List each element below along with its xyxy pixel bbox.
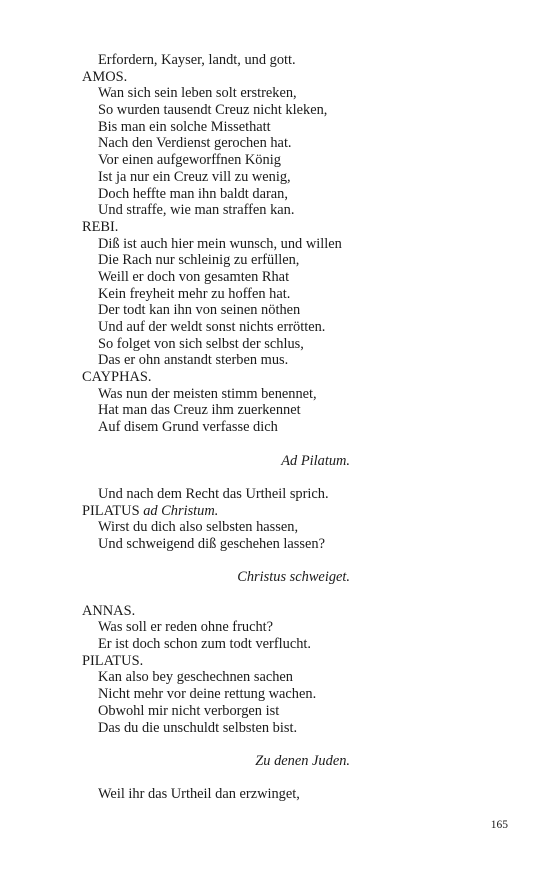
page-number: 165 xyxy=(490,819,508,831)
verse-line: Und schweigend diß geschehen lassen? xyxy=(98,535,325,552)
verse-line: Wirst du dich also selbsten hassen, xyxy=(98,519,299,536)
verse-line: Was soll er reden ohne frucht? xyxy=(98,619,274,636)
blank-line xyxy=(82,736,522,753)
verse-line: Der todt kan ihn von seinen nöthen xyxy=(98,302,301,319)
blank-line xyxy=(82,436,522,453)
verse-line: Erfordern, Kayser, landt, und gott. xyxy=(98,52,296,68)
speaker-with-direction xyxy=(82,503,522,520)
verse-line: Wan sich sein leben solt erstreken, xyxy=(98,85,297,102)
verse-line: Doch heffte man ihn baldt daran, xyxy=(98,185,288,202)
speaker-name: PILATUS xyxy=(82,502,140,519)
verse-line: Er ist doch schon zum todt verflucht. xyxy=(98,636,312,653)
verse-line: Obwohl mir nicht verborgen ist xyxy=(98,702,280,719)
verse-line: Nach den Verdienst gerochen hat. xyxy=(98,135,292,152)
stage-direction-inline: ad Christum. xyxy=(143,502,219,519)
speaker-name: CAYPHAS. xyxy=(82,369,152,386)
blank-line xyxy=(82,770,522,787)
verse-line: Ist ja nur ein Creuz vill zu wenig, xyxy=(98,168,291,185)
drama-text xyxy=(82,52,522,803)
speaker-name: ANNAS. xyxy=(82,602,136,619)
verse-line: Das er ohn anstandt sterben mus. xyxy=(98,352,289,369)
verse-line: Weil ihr das Urtheil dan erzwinget, xyxy=(98,786,300,803)
speaker-name: REBI. xyxy=(82,218,119,235)
verse-line: Das du die unschuldt selbsten bist. xyxy=(98,719,298,736)
verse-line: Und straffe, wie man straffen kan. xyxy=(98,202,295,219)
blank-line xyxy=(82,553,522,570)
verse-line: Weill er doch von gesamten Rhat xyxy=(98,268,290,285)
stage-direction: Christus schweiget. xyxy=(237,569,350,586)
speaker-name: AMOS. xyxy=(82,68,128,85)
verse-line: Kein freyheit mehr zu hoffen hat. xyxy=(98,285,291,302)
verse-line: Und auf der weldt sonst nichts errötten. xyxy=(98,319,326,335)
verse-line: Nicht mehr vor deine rettung wachen. xyxy=(98,686,317,703)
verse-line: Kan also bey geschechnen sachen xyxy=(98,669,293,686)
blank-line xyxy=(82,586,522,603)
verse-line: So wurden tausendt Creuz nicht kleken, xyxy=(98,102,328,119)
verse-line: Vor einen aufgeworffnen König xyxy=(98,152,281,169)
stage-direction: Ad Pilatum. xyxy=(281,452,350,469)
verse-line: Was nun der meisten stimm benennet, xyxy=(98,385,317,402)
stage-direction: Zu denen Juden. xyxy=(255,752,350,769)
verse-line: Die Rach nur schleinig zu erfüllen, xyxy=(98,252,300,269)
verse-line: Hat man das Creuz ihm zuerkennet xyxy=(98,402,301,419)
blank-line xyxy=(82,469,522,486)
speaker-name: PILATUS. xyxy=(82,652,144,669)
verse-line: Auf disem Grund verfasse dich xyxy=(98,419,278,436)
verse-line: Bis man ein solche Missethatt xyxy=(98,118,271,135)
verse-line: Und nach dem Recht das Urtheil sprich. xyxy=(98,485,329,502)
verse-line: So folget von sich selbst der schlus, xyxy=(98,335,304,352)
verse-line: Diß ist auch hier mein wunsch, und willen xyxy=(98,235,342,252)
